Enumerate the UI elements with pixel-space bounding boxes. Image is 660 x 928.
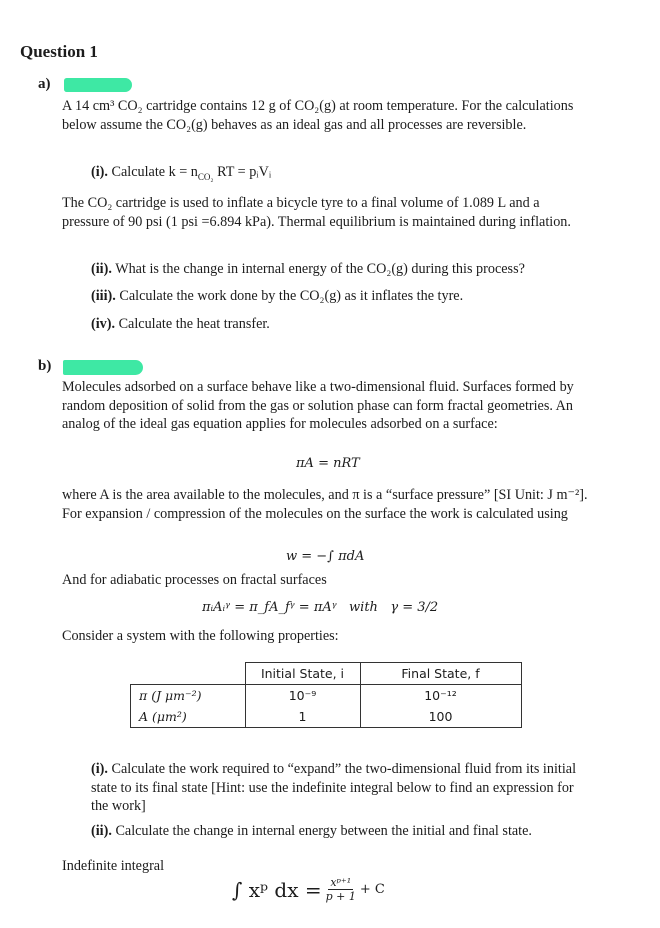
table-row <box>131 685 522 707</box>
row-label-area: A (μm²) <box>131 706 246 728</box>
part-a-intro: A 14 cm³ CO₂ cartridge contains 12 g of CO₂(g) at room temperature. For the calculations below assume the CO₂(g) behaves as an ideal gas and all processes are reversible. <box>62 98 574 133</box>
properties-table <box>130 662 522 728</box>
part-a-q2-number: (ii). <box>91 261 112 277</box>
part-a-q1-rest: RT = pᵢVᵢ <box>217 164 272 180</box>
cell-area-initial: 1 <box>245 706 360 728</box>
row-label-pressure: π (J μm⁻²) <box>131 685 246 707</box>
part-a-q2 <box>91 260 571 279</box>
part-b-where: where A is the area available to the molecules, and π is a “surface pressure” [SI Unit: J m⁻²]. For expansion / compression of the molecules on the surface the work is calculated using <box>62 487 588 522</box>
part-a-q1 <box>91 163 271 186</box>
integral-lhs: ∫ xᵖ dx = <box>232 877 322 902</box>
part-b-label: b) <box>38 358 52 374</box>
integral-label: Indefinite integral <box>62 858 165 874</box>
equation-adiabatic-fractal: πᵢAᵢᵞ = π_fA_fᵞ = πAᵞ with γ = 3/2 <box>202 600 439 615</box>
part-b-q2-number: (ii). <box>91 823 112 839</box>
part-b-q1 <box>91 760 591 816</box>
integral-formula <box>232 876 385 903</box>
integral-fraction <box>326 876 356 903</box>
table-row <box>131 706 522 728</box>
part-b-q2 <box>91 822 591 841</box>
part-a-q4-number: (iv). <box>91 316 116 332</box>
table-corner <box>131 663 246 685</box>
part-a-q1-subscript: CO₂ <box>197 171 214 182</box>
integral-denominator: p + 1 <box>325 890 356 903</box>
part-b-q1-text: Calculate the work required to “expand” the two-dimensional fluid from its initial state to its final state [Hint: use the indefinite integral below to find an expression for the work] <box>91 761 577 815</box>
equation-ideal-surface-gas: πA = nRT <box>296 456 360 471</box>
cell-pressure-final: 10⁻¹² <box>360 685 521 707</box>
part-b-adiabatic: And for adiabatic processes on fractal surfaces <box>62 572 327 588</box>
part-a-q1-text: Calculate k = n <box>111 164 198 180</box>
integral-constant: + C <box>359 882 385 897</box>
part-b-consider: Consider a system with the following properties: <box>62 628 339 644</box>
part-a-label: a) <box>38 76 51 92</box>
part-a-q1-number: (i). <box>91 164 108 180</box>
question-title: Question 1 <box>20 42 98 61</box>
part-a-q4-text: Calculate the heat transfer. <box>118 316 270 332</box>
part-a-q3-text: Calculate the work done by the CO₂(g) as it inflates the tyre. <box>119 288 464 304</box>
cell-area-final: 100 <box>360 706 521 728</box>
part-a-q2-text: What is the change in internal energy of the CO₂(g) during this process? <box>115 261 525 277</box>
part-a-q4 <box>91 315 571 334</box>
part-b-intro: Molecules adsorbed on a surface behave like a two-dimensional fluid. Surfaces formed by random deposition of solid from the gas or solution phase can form fractal geometries. An analog of the ideal gas equation applies for molecules adsorbed on a surface: <box>62 379 574 433</box>
integral-numerator: xᵖ⁺¹ <box>330 876 352 889</box>
equation-work-integral: w = −∫ πdA <box>286 549 365 564</box>
part-a-q3 <box>91 287 571 306</box>
part-b-q1-number: (i). <box>91 761 108 777</box>
header-final-state: Final State, f <box>360 663 521 685</box>
redacted-marks-a <box>64 78 132 92</box>
part-a-context: The CO₂ cartridge is used to inflate a bicycle tyre to a final volume of 1.089 L and a pressure of 90 psi (1 psi =6.894 kPa). Thermal equilibrium is maintained during inflation. <box>62 195 571 230</box>
cell-pressure-initial: 10⁻⁹ <box>245 685 360 707</box>
header-initial-state: Initial State, i <box>245 663 360 685</box>
part-b-q2-text: Calculate the change in internal energy between the initial and final state. <box>115 823 532 839</box>
part-a-q3-number: (iii). <box>91 288 116 304</box>
redacted-marks-b <box>63 360 143 375</box>
